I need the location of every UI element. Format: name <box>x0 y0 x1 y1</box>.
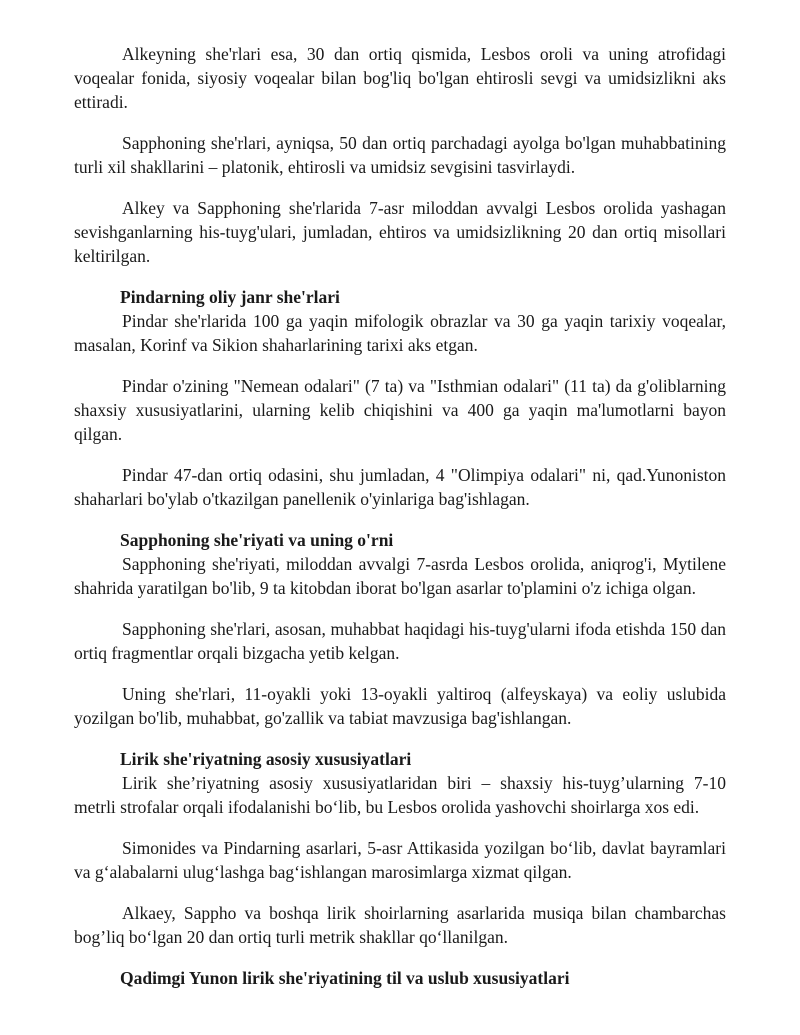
paragraph: Alkeyning she'rlari esa, 30 dan ortiq qismida, Lesbos oroli va uning atrofidagi voqealar fonida, siyosiy voqealar bilan bog'liq bo'lgan ehtirosli sevgi va umidsizlikni aks ettiradi. <box>74 44 726 112</box>
paragraph: Uning she'rlari, 11-oyakli yoki 13-oyakli yaltiroq (alfeyskaya) va eoliy uslubida yozilgan bo'lib, muhabbat, go'zallik va tabiat mavzusiga bag'ishlangan. <box>74 684 726 728</box>
paragraph: Pindar o'zining "Nemean odalari" (7 ta) va "Isthmian odalari" (11 ta) da g'oliblarning shaxsiy xususiyatlarini, ularning kelib chiqishini va 400 ga yaqin ma'lumotlarni bayon qilgan. <box>74 376 726 444</box>
paragraph: Simonides va Pindarning asarlari, 5-asr Attikasida yozilgan bo‘lib, davlat bayramlari va g‘alabalarni ulug‘lashga bag‘ishlangan marosimlarga xizmat qilgan. <box>74 838 726 882</box>
paragraph: Alkey va Sapphoning she'rlarida 7-asr miloddan avvalgi Lesbos orolida yashagan sevishganlarning his-tuyg'ulari, jumladan, ehtiros va umidsizlikning 20 dan ortiq misollari keltirilgan. <box>74 198 726 266</box>
section-heading: Lirik she'riyatning asosiy xususiyatlari <box>120 749 412 769</box>
paragraph: Sapphoning she'riyati, miloddan avvalgi 7-asrda Lesbos orolida, aniqrog'i, Mytilene shahrida yaratilgan bo'lib, 9 ta kitobdan iborat bo'lgan asarlar to'plamini o'z ichiga olgan. <box>74 554 726 598</box>
document-page <box>74 42 726 990</box>
section-heading: Qadimgi Yunon lirik she'riyatining til va uslub xususiyatlari <box>120 968 570 988</box>
paragraph: Pindar she'rlarida 100 ga yaqin mifologik obrazlar va 30 ga yaqin tarixiy voqealar, masalan, Korinf va Sikion shaharlarining tarixi aks etgan. <box>74 311 726 355</box>
section-heading: Pindarning oliy janr she'rlari <box>120 287 340 307</box>
paragraph: Pindar 47-dan ortiq odasini, shu jumladan, 4 "Olimpiya odalari" ni, qad.Yunoniston shaharlari bo'ylab o'tkazilgan panellenik o'yinlariga bag'ishlagan. <box>74 465 726 509</box>
paragraph: Sapphoning she'rlari, ayniqsa, 50 dan ortiq parchadagi ayolga bo'lgan muhabbatining turli xil shakllarini – platonik, ehtirosli va umidsiz sevgisini tasvirlaydi. <box>74 133 726 177</box>
paragraph: Alkaey, Sappho va boshqa lirik shoirlarning asarlarida musiqa bilan chambarchas bog’liq bo‘lgan 20 dan ortiq turli metrik shakllar qo‘llanilgan. <box>74 903 726 947</box>
section-heading: Sapphoning she'riyati va uning o'rni <box>120 530 394 550</box>
paragraph: Sapphoning she'rlari, asosan, muhabbat haqidagi his-tuyg'ularni ifoda etishda 150 dan ortiq fragmentlar orqali bizgacha yetib kelgan. <box>74 619 726 663</box>
paragraph: Lirik she’riyatning asosiy xususiyatlaridan biri – shaxsiy his-tuyg’ularning 7-10 metrli strofalar orqali ifodalanishi bo‘lib, bu Lesbos orolida yashovchi shoirlarga xos edi. <box>74 773 726 817</box>
